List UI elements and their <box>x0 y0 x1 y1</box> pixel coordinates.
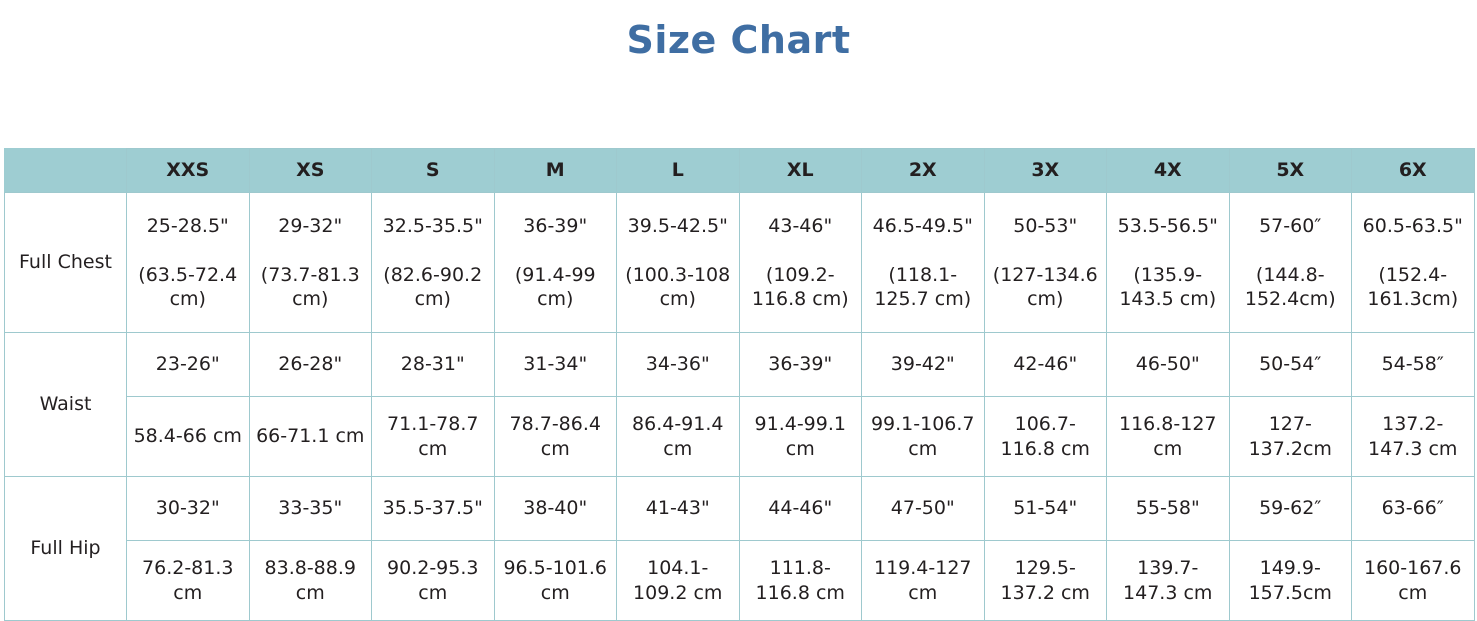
cell-waist-cm-3x: 106.7-116.8 cm <box>984 397 1107 477</box>
cell-waist-in-s: 28-31" <box>372 333 495 397</box>
cell-full-hip-cm-xxs: 76.2-81.3 cm <box>127 541 250 621</box>
cell-cm: (152.4-161.3cm) <box>1367 263 1459 310</box>
cell-waist-cm-5x: 127-137.2cm <box>1229 397 1352 477</box>
cell-waist-in-2x: 39-42" <box>862 333 985 397</box>
cell-full-hip-cm-xl: 111.8-116.8 cm <box>739 541 862 621</box>
row-label-full-chest: Full Chest <box>5 193 127 333</box>
cell-waist-in-3x: 42-46" <box>984 333 1107 397</box>
cell-cm: (82.6-90.2 cm) <box>383 263 483 310</box>
cell-full-hip-in-xxs: 30-32" <box>127 477 250 541</box>
cell-full-hip-in-l: 41-43" <box>617 477 740 541</box>
cell-full-chest-xl <box>739 193 862 333</box>
cell-full-chest-5x <box>1229 193 1352 333</box>
cell-full-hip-cm-l: 104.1-109.2 cm <box>617 541 740 621</box>
row-label-full-hip: Full Hip <box>5 477 127 621</box>
cell-cm: (91.4-99 cm) <box>514 263 596 310</box>
cell-full-chest-xxs <box>127 193 250 333</box>
column-header-xxs: XXS <box>127 149 250 193</box>
cell-waist-cm-4x: 116.8-127 cm <box>1107 397 1230 477</box>
size-chart-table-wrapper <box>4 148 1473 621</box>
cell-waist-cm-6x: 137.2-147.3 cm <box>1352 397 1475 477</box>
cell-inches: 36-39" <box>523 214 588 237</box>
cell-full-chest-xs <box>249 193 372 333</box>
column-header-s: S <box>372 149 495 193</box>
cell-waist-in-m: 31-34" <box>494 333 617 397</box>
cell-inches: 57-60″ <box>1259 214 1322 237</box>
cell-waist-cm-xs: 66-71.1 cm <box>249 397 372 477</box>
cell-full-hip-in-2x: 47-50" <box>862 477 985 541</box>
cell-full-chest-4x <box>1107 193 1230 333</box>
cell-full-hip-cm-6x: 160-167.6 cm <box>1352 541 1475 621</box>
cell-cm: (109.2-116.8 cm) <box>751 263 849 310</box>
cell-inches: 60.5-63.5" <box>1362 214 1463 237</box>
cell-full-hip-in-s: 35.5-37.5" <box>372 477 495 541</box>
cell-cm: (73.7-81.3 cm) <box>260 263 360 310</box>
cell-cm: (63.5-72.4 cm) <box>138 263 238 310</box>
cell-inches: 25-28.5" <box>146 214 229 237</box>
table-row <box>5 333 1475 397</box>
cell-waist-cm-s: 71.1-78.7 cm <box>372 397 495 477</box>
cell-waist-in-l: 34-36" <box>617 333 740 397</box>
size-chart-page <box>0 10 1477 614</box>
cell-full-chest-6x <box>1352 193 1475 333</box>
cell-inches: 43-46" <box>768 214 833 237</box>
cell-full-chest-s <box>372 193 495 333</box>
cell-waist-cm-xl: 91.4-99.1 cm <box>739 397 862 477</box>
cell-waist-in-5x: 50-54″ <box>1229 333 1352 397</box>
cell-waist-cm-2x: 99.1-106.7 cm <box>862 397 985 477</box>
cell-full-hip-cm-xs: 83.8-88.9 cm <box>249 541 372 621</box>
cell-full-chest-3x <box>984 193 1107 333</box>
column-header-2x: 2X <box>862 149 985 193</box>
cell-cm: (135.9-143.5 cm) <box>1119 263 1217 310</box>
page-title: Size Chart <box>626 18 851 62</box>
cell-full-chest-m <box>494 193 617 333</box>
table-row <box>5 193 1475 333</box>
cell-full-hip-cm-3x: 129.5-137.2 cm <box>984 541 1107 621</box>
column-header-xl: XL <box>739 149 862 193</box>
cell-full-hip-cm-2x: 119.4-127 cm <box>862 541 985 621</box>
column-header-4x: 4X <box>1107 149 1230 193</box>
cell-inches: 29-32" <box>278 214 343 237</box>
cell-waist-in-4x: 46-50" <box>1107 333 1230 397</box>
cell-inches: 50-53" <box>1013 214 1078 237</box>
cell-inches: 32.5-35.5" <box>382 214 483 237</box>
table-header <box>5 149 1475 193</box>
cell-cm: (144.8-152.4cm) <box>1244 263 1336 310</box>
cell-waist-cm-xxs: 58.4-66 cm <box>127 397 250 477</box>
table-row <box>5 541 1475 621</box>
cell-full-hip-in-4x: 55-58" <box>1107 477 1230 541</box>
column-header-3x: 3X <box>984 149 1107 193</box>
cell-waist-cm-m: 78.7-86.4 cm <box>494 397 617 477</box>
cell-waist-in-6x: 54-58″ <box>1352 333 1475 397</box>
cell-full-hip-in-5x: 59-62″ <box>1229 477 1352 541</box>
size-chart-table <box>4 148 1475 621</box>
cell-full-chest-l <box>617 193 740 333</box>
cell-waist-cm-l: 86.4-91.4 cm <box>617 397 740 477</box>
cell-cm: (100.3-108 cm) <box>625 263 731 310</box>
cell-waist-in-xs: 26-28" <box>249 333 372 397</box>
cell-full-chest-2x <box>862 193 985 333</box>
cell-full-hip-cm-4x: 139.7-147.3 cm <box>1107 541 1230 621</box>
cell-full-hip-in-3x: 51-54" <box>984 477 1107 541</box>
column-header-m: M <box>494 149 617 193</box>
cell-full-hip-in-m: 38-40" <box>494 477 617 541</box>
cell-full-hip-cm-m: 96.5-101.6 cm <box>494 541 617 621</box>
column-header-5x: 5X <box>1229 149 1352 193</box>
table-corner-cell <box>5 149 127 193</box>
table-row <box>5 397 1475 477</box>
table-body <box>5 193 1475 621</box>
cell-full-hip-cm-s: 90.2-95.3 cm <box>372 541 495 621</box>
table-row <box>5 477 1475 541</box>
cell-waist-in-xxs: 23-26" <box>127 333 250 397</box>
cell-inches: 53.5-56.5" <box>1117 214 1218 237</box>
cell-waist-in-xl: 36-39" <box>739 333 862 397</box>
column-header-xs: XS <box>249 149 372 193</box>
cell-cm: (127-134.6 cm) <box>992 263 1098 310</box>
cell-full-hip-in-xl: 44-46" <box>739 477 862 541</box>
column-header-6x: 6X <box>1352 149 1475 193</box>
cell-full-hip-in-xs: 33-35" <box>249 477 372 541</box>
cell-cm: (118.1-125.7 cm) <box>874 263 972 310</box>
row-label-waist: Waist <box>5 333 127 477</box>
column-header-l: L <box>617 149 740 193</box>
cell-full-hip-in-6x: 63-66″ <box>1352 477 1475 541</box>
cell-full-hip-cm-5x: 149.9-157.5cm <box>1229 541 1352 621</box>
cell-inches: 39.5-42.5" <box>627 214 728 237</box>
header-row <box>5 149 1475 193</box>
cell-inches: 46.5-49.5" <box>872 214 973 237</box>
